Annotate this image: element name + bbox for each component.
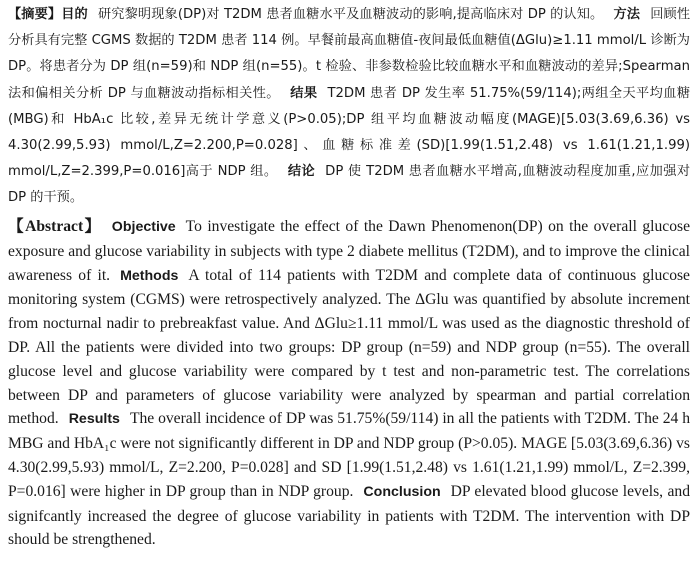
en-methods-text: A total of 114 patients with T2DM and complete data of continuous glucose monitoring system (CGMS) were retrospectively analyzed. The ΔGlu was quantified by absolute increment from nocturnal nadir to prebreakfast value. And ΔGlu≥1.11 mmol/L was used as the diagnostic threshold of DP. All the patients were divided into two groups: DP group (n=59) and NDP group (n=55). The overall glucose level and glucose variability were compared by t test and non-parametric test. The correlations between DP and parameters of glucose variability were analyzed by spearman and partial correlation method. <box>8 266 690 428</box>
cn-objective-text: 研究黎明现象(DP)对 T2DM 患者血糖水平及血糖波动的影响,提高临床对 DP 的认知。 <box>97 7 604 22</box>
english-abstract <box>8 215 690 552</box>
cn-methods-text: 回顾性分析具有完整 CGMS 数据的 T2DM 患者 114 例。早餐前最高血糖值-夜间最低血糖值(ΔGlu)≥1.11 mmol/L 诊断为 DP。将患者分为 DP 组(n=59)和 NDP 组(n=55)。t 检验、非参数检验比较血糖水平和血糖波动的差异;Spearman 法和偏相关分析 DP 与血糖波动指标相关性。 <box>8 7 691 101</box>
en-methods-label: Methods <box>120 267 179 284</box>
en-conclusion-text: DP elevated blood glucose levels, and signifcantly increased the degree of glucose variability in patients with T2DM. The intervention with DP should be strengthened. <box>8 482 690 549</box>
cn-abstract-heading: 【摘要】 <box>8 7 62 22</box>
cn-methods-label: 方法 <box>613 7 641 22</box>
en-objective-text: To investigate the effect of the Dawn Phenomenon(DP) on the overall glucose exposure and glucose variability in subjects with type 2 diabete mellitus (T2DM), and to improve the clinical awareness of it. <box>8 218 690 284</box>
en-conclusion-label: Conclusion <box>363 483 441 500</box>
en-objective-label: Objective <box>111 219 176 235</box>
cn-results-text: T2DM 患者 DP 发生率 51.75%(59/114);两组全天平均血糖(MBG)和 HbA₁c 比较,差异无统计学意义(P>0.05);DP 组平均血糖波动幅度(MAGE)[5.03(3.69,6.36) vs 4.30(2.99,5.93) mmol/L,Z=2.200,P=0.028]、血糖标准差(SD)[1.99(1.51,2.48) vs 1.61(1.21,1.99) mmol/L,Z=2.399,P=0.016]高于 NDP 组。 <box>8 85 691 180</box>
cn-conclusion-text: DP 使 T2DM 患者血糖水平增高,血糖波动程度加重,应加强对 DP 的干预。 <box>8 164 691 206</box>
en-results-label: Results <box>68 411 120 428</box>
en-results-text: The overall incidence of DP was 51.75%(59/114) in all the patients with T2DM. The 24 h MBG and HbA₁c were not significantly different in DP and NDP group (P>0.05). MAGE [5.03(3.69,6.36) vs 4.30(2.99,5.93) mmol/L, Z=2.200, P=0.028] and SD [1.99(1.51,2.48) vs 1.61(1.21,1.99) mmol/L, Z=2.399, P=0.016] were higher in DP group than in NDP group. <box>8 410 690 500</box>
chinese-abstract <box>8 2 690 212</box>
en-abstract-heading: 【Abstract】 <box>8 218 102 235</box>
cn-results-label: 结果 <box>289 85 318 101</box>
cn-conclusion-label: 结论 <box>287 164 316 180</box>
cn-objective-label: 目的 <box>61 7 88 22</box>
